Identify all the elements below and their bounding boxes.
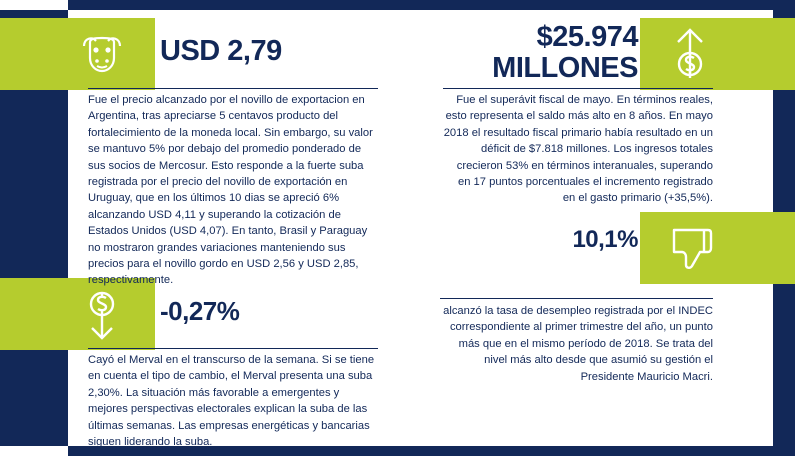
dollar-up-arrow-icon bbox=[660, 24, 720, 84]
divider-merval bbox=[88, 348, 378, 349]
thumbs-down-icon bbox=[660, 218, 720, 278]
divider-desempleo bbox=[440, 298, 713, 299]
figure-novillo: USD 2,79 bbox=[160, 35, 282, 67]
figure-superavit: $25.974 MILLONES bbox=[492, 21, 638, 85]
dollar-down-arrow-icon bbox=[72, 284, 132, 344]
text-merval: Cayó el Merval en el transcurso de la semana. Si se tiene en cuenta el tipo de cambio, el Merval presenta una suba 2,30%. La situación más favorable a emergentes y mejores perspectivas electorales explican la suba de las últimas semanas. Las empresas energéticas y bancarias siguen liderando la suba. bbox=[88, 354, 375, 449]
text-superavit: Fue el superávit fiscal de mayo. En términos reales, esto representa el saldo más alto en 8 años. En mayo 2018 el resultado fiscal primario había resultado en un déficit de $7.818 millones. Los ingresos totales crecieron 53% en términos interanuales, superando en 17 puntos porcentuales el incremento registrado en el gasto primario (+35,5%). bbox=[443, 94, 713, 205]
divider-superavit bbox=[443, 88, 713, 89]
text-novillo: Fue el precio alcanzado por el novillo de exportacion en Argentina, tras apreciarse 5 centavos producto del fortalecimiento de la moneda local. Sin embargo, su valor se mantuvo 5% por debajo del promedio ponderado de sus socios de Mercosur. Esto responde a la fuerte suba registrada por el precio del novillo de exportación en Uruguay, que en los últimos 10 dias se apreció 6% alcanzando USD 4,11 y superando la cotización de Estados Unidos (USD 4,07). En tanto, Brasil y Paraguay no mostraron grandes variaciones manteniendo sus precios para el novillo gordo en USD 2,56 y USD 2,85, respectivamente. bbox=[88, 94, 373, 287]
text-desempleo: alcanzó la tasa de desempleo registrada por el INDEC correspondiente al primer trimestre del año, un punto más que en el mismo período de 2018. Se trata del nivel más alto desde que asumió su gestión el Presidente Mauricio Macri. bbox=[443, 305, 713, 383]
divider-novillo bbox=[88, 88, 378, 89]
cow-icon bbox=[72, 24, 132, 84]
top-left-white-notch bbox=[0, 0, 68, 10]
bottom-left-white-notch bbox=[0, 446, 68, 456]
figure-merval: -0,27% bbox=[160, 296, 240, 326]
top-navy-band bbox=[68, 0, 773, 10]
figure-desempleo: 10,1% bbox=[572, 226, 638, 253]
